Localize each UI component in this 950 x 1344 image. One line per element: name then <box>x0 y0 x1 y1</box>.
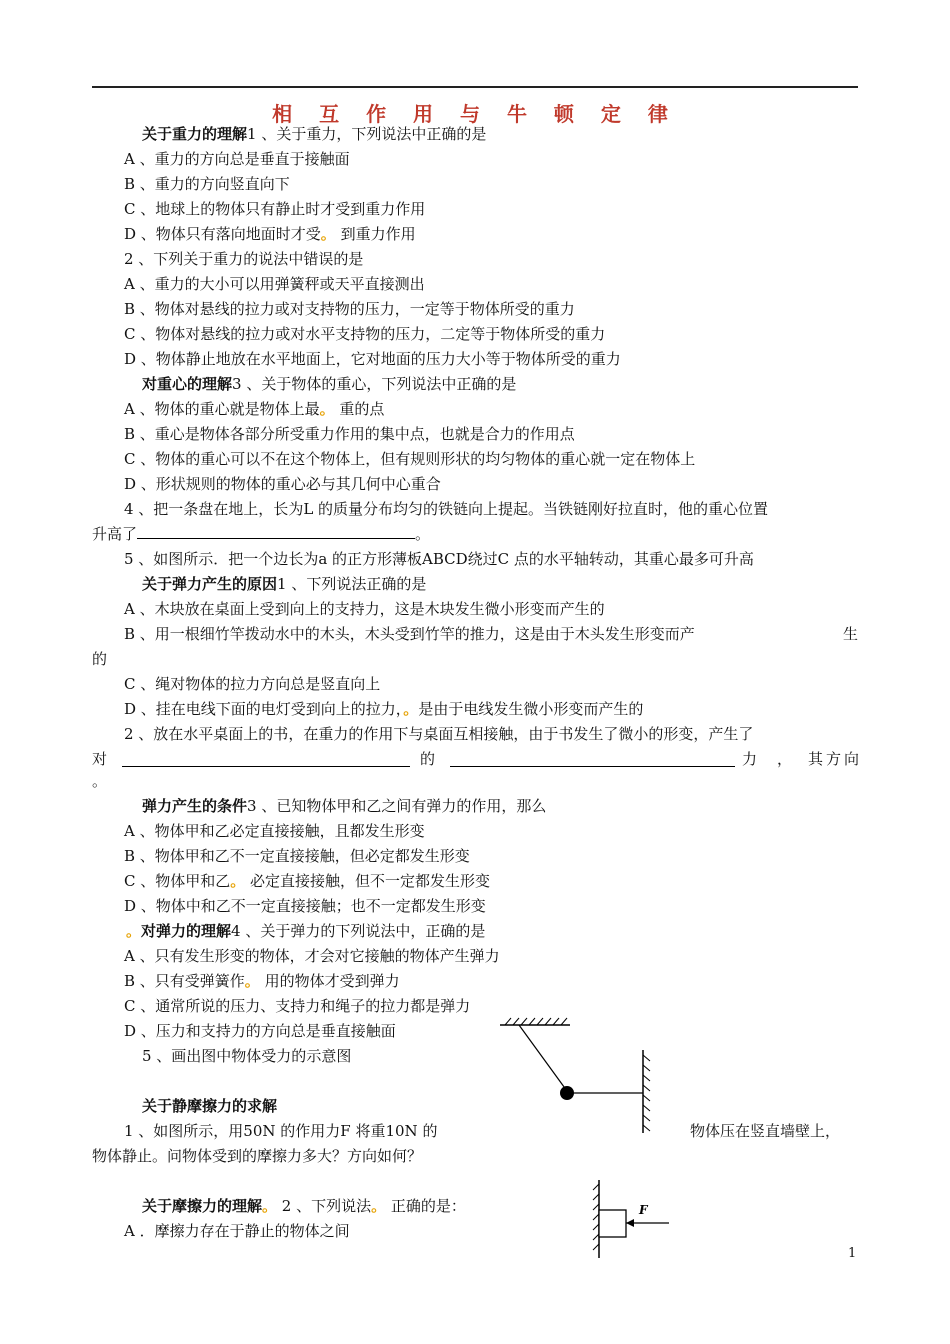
page-title: 相 互 作 用 与 牛 顿 定 律 <box>272 102 678 126</box>
option: A 、木块放在桌面上受到向上的支持力，这是木块发生微小形变而产生的 <box>124 600 605 618</box>
wall-block-force-figure <box>585 1178 675 1260</box>
option: C 、绳对物体的拉力方向总是竖直向上 <box>124 675 381 693</box>
question-cont: 物体静止。问物体受到的摩擦力多大？方向如何？ <box>92 1147 423 1165</box>
line: 弹力产生的条件3 、已知物体甲和乙之间有弹力的作用，那么 <box>142 797 547 815</box>
answer-blank[interactable] <box>450 752 735 767</box>
hanging-ball-figure <box>495 1015 655 1135</box>
header-rule <box>92 86 858 88</box>
line: 对 的 力 ， 其 方 向 <box>92 750 860 768</box>
option: C 、物体对悬线的拉力或对水平支持物的压力，二定等于物体所受的重力 <box>124 325 606 343</box>
option: A 、只有发生形变的物体，才会对它接触的物体产生弹力 <box>124 947 500 965</box>
option: D 、物体中和乙不一定直接接触；也不一定都发生形变 <box>124 897 486 915</box>
section-heading: 对重心的理解 <box>142 375 233 393</box>
option: A 、重力的大小可以用弹簧秤或天平直接测出 <box>124 275 425 293</box>
question: 4 、把一条盘在地上，长为L 的质量分布均匀的铁链向上提起。当铁链刚好拉直时，他的重心位置 <box>124 500 769 518</box>
question: 1 、关于重力，下列说法中正确的是 <box>247 125 487 143</box>
line: 升高了 。 <box>92 525 431 543</box>
page-number: 1 <box>848 1246 857 1261</box>
line: 。 <box>92 772 108 790</box>
section-heading: 对弹力的理解 <box>141 922 232 940</box>
option-cont: 生 <box>843 625 859 643</box>
option: B 、物体甲和乙不一定直接接触，但必定都发生形变 <box>124 847 470 865</box>
line <box>142 124 486 144</box>
option: C 、通常所说的压力、支持力和绳子的拉力都是弹力 <box>124 997 471 1015</box>
option: B 、物体对悬线的拉力或对支持物的压力，一定等于物体所受的重力 <box>124 300 575 318</box>
option: B 、用一根细竹竿拨动水中的木头，木头受到竹竿的推力，这是由于木头发生形变而产 <box>124 625 695 643</box>
question-cont: 物体压在竖直墙壁上， <box>690 1122 841 1140</box>
option: B 、重力的方向竖直向下 <box>124 175 290 193</box>
section-heading: 关于静摩擦力的求解 <box>142 1097 278 1115</box>
line: 。对弹力的理解4 、关于弹力的下列说法中，正确的是 <box>126 922 486 940</box>
option: D 、物体静止地放在水平地面上，它对地面的压力大小等于物体所受的重力 <box>124 350 621 368</box>
section-heading: 关于重力的理解 <box>142 125 248 143</box>
line: 关于弹力产生的原因1 、下列说法正确的是 <box>142 575 427 593</box>
option: D 、挂在电线下面的电灯受到向上的拉力，。是由于电线发生微小形变而产生的 <box>124 700 644 718</box>
option: D 、形状规则的物体的重心必与其几何中心重合 <box>124 475 441 493</box>
option: A 、物体甲和乙必定直接接触，且都发生形变 <box>124 822 425 840</box>
option: A 、物体的重心就是物体上最。 重的点 <box>124 400 385 418</box>
question: 5 、画出图中物体受力的示意图 <box>142 1047 352 1065</box>
option-cont: 的 <box>92 650 108 668</box>
question: 2 、放在水平桌面上的书，在重力的作用下与桌面互相接触，由于书发生了微小的形变，产生了 <box>124 725 754 743</box>
line: 对重心的理解3 、关于物体的重心，下列说法中正确的是 <box>142 375 517 393</box>
section-heading: 弹力产生的条件 <box>142 797 248 815</box>
section-heading: 关于弹力产生的原因 <box>142 575 278 593</box>
section-heading: 关于摩擦力的理解 <box>142 1197 263 1215</box>
answer-blank[interactable] <box>122 752 410 767</box>
option: C 、物体的重心可以不在这个物体上，但有规则形状的均匀物体的重心就一定在物体上 <box>124 450 696 468</box>
option: D 、物体只有落向地面时才受。 到重力作用 <box>124 225 416 243</box>
question: 1 、如图所示，用50N 的作用力F 将重10N 的 <box>124 1122 438 1140</box>
line: 关于摩擦力的理解。 2 、下列说法。 正确的是： <box>142 1197 466 1215</box>
option: A 、重力的方向总是垂直于接触面 <box>124 150 350 168</box>
question: 5 、如图所示．把一个边长为a 的正方形薄板ABCD绕过C 点的水平轴转动，其重心最多可升高 <box>124 550 754 568</box>
option: B 、只有受弹簧作。 用的物体才受到弹力 <box>124 972 400 990</box>
answer-blank[interactable] <box>137 524 415 539</box>
option: A ．摩擦力存在于静止的物体之间 <box>124 1222 350 1240</box>
question: 2 、下列关于重力的说法中错误的是 <box>124 250 364 268</box>
force-label: F <box>639 1203 648 1217</box>
option: C 、物体甲和乙。 必定直接接触，但不一定都发生形变 <box>124 872 491 890</box>
option: D 、压力和支持力的方向总是垂直接触面 <box>124 1022 396 1040</box>
option: B 、重心是物体各部分所受重力作用的集中点，也就是合力的作用点 <box>124 425 575 443</box>
option: C 、地球上的物体只有静止时才受到重力作用 <box>124 200 426 218</box>
